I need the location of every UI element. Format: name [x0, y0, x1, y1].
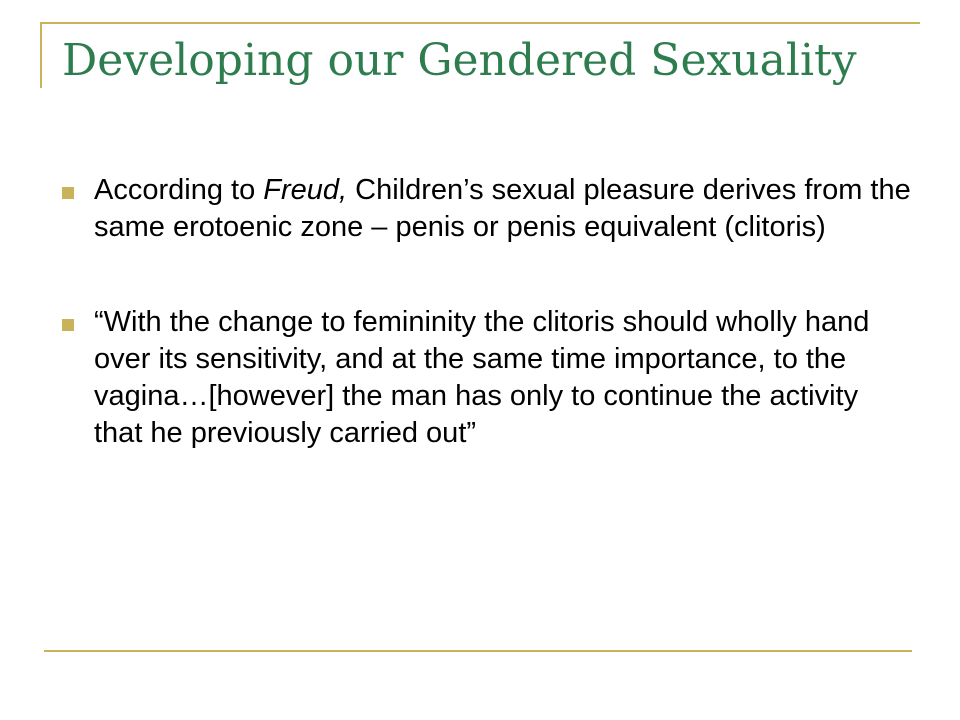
left-rule — [40, 22, 42, 88]
bullet-text-part: According to — [94, 174, 264, 206]
bottom-rule — [44, 650, 912, 652]
bullet-text — [94, 306, 869, 449]
bullet-text — [94, 174, 911, 243]
top-rule — [40, 22, 920, 24]
bullet-text-part: “With the change to femininity the clitoris should wholly hand over its sensitivity, and at the same time importance, to the vagina…[however] the man has only to continue the activity that he previously carried out” — [94, 306, 870, 449]
bullet-item-quote — [62, 304, 912, 452]
slide-title: Developing our Gendered Sexuality — [62, 35, 857, 86]
square-bullet-icon — [62, 187, 74, 199]
bullet-list — [62, 172, 912, 452]
bullet-text-italic: Freud, — [263, 174, 348, 206]
bullet-text-part: Children’s sexual pleasure derives from the same erotoenic zone – penis or penis equivalent (clitoris) — [94, 174, 911, 243]
square-bullet-icon — [62, 319, 74, 331]
bullet-item-freud — [62, 172, 912, 246]
